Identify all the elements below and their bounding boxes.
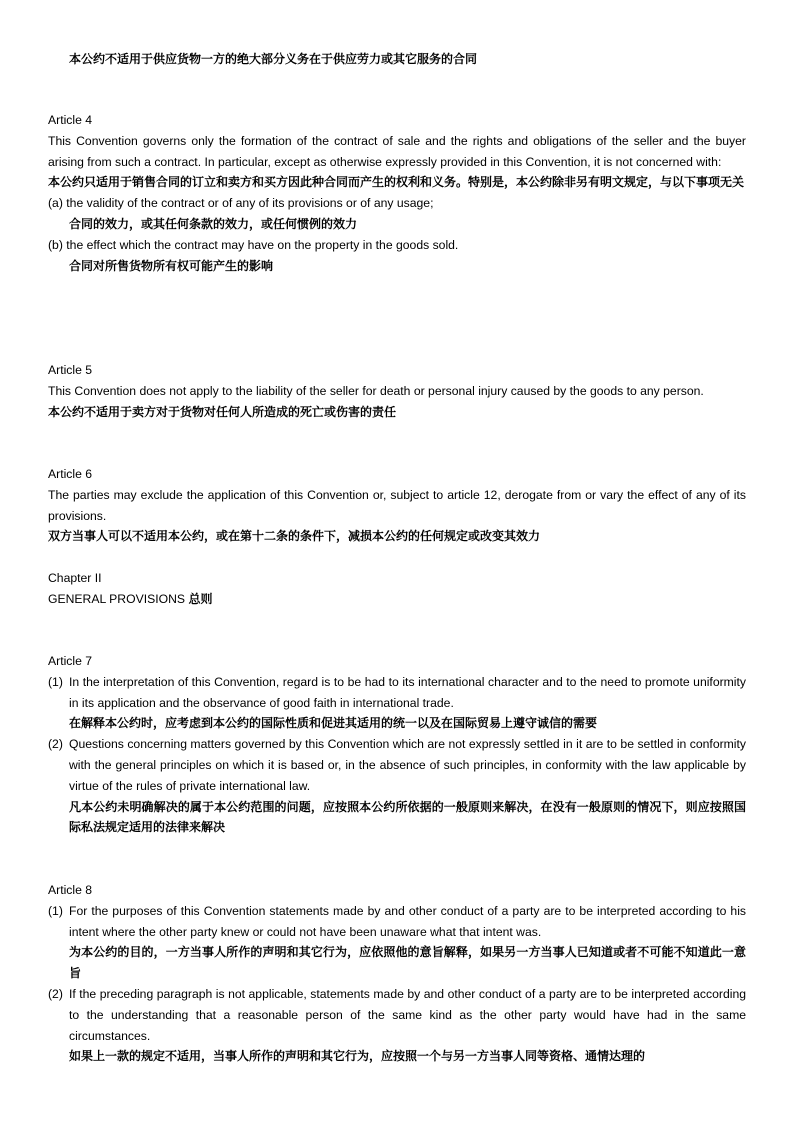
article-7-item-1-en: In the interpretation of this Convention, regard is to be had to its international character and to the need to promote uniformity in its application and the observance of good faith in international trade. <box>69 674 746 710</box>
article-6-heading: Article 6 <box>48 467 93 481</box>
article-4-heading: Article 4 <box>48 113 93 127</box>
chapter-2-title-zh: 总则 <box>188 591 213 606</box>
lead-line-zh: 本公约不适用于供应货物一方的绝大部分义务在于供应劳力或其它服务的合同 <box>69 52 478 66</box>
article-5 <box>48 360 746 422</box>
article-8-item-2-zh: 如果上一款的规定不适用，当事人所作的声明和其它行为，应按照一个与另一方当事人同等资格、通情达理的 <box>69 1049 646 1064</box>
article-7-item-2-zh: 凡本公约未明确解决的属于本公约范围的问题，应按照本公约所依据的一般原则来解决，在没有一般原则的情况下，则应按照国际私法规定适用的法律来解决 <box>69 799 746 835</box>
article-6 <box>48 464 746 547</box>
article-7-item-1-zh: 在解释本公约时，应考虑到本公约的国际性质和促进其适用的统一以及在国际贸易上遵守诚信的需要 <box>69 716 598 731</box>
article-4-item-a-zh: 合同的效力，或其任何条款的效力，或任何惯例的效力 <box>69 216 358 231</box>
article-8-item-2-mark: (2) <box>48 986 63 1001</box>
chapter-2 <box>48 568 746 610</box>
article-7-item-2-en: Questions concerning matters governed by this Convention which are not expressly settled in it are to be settled in conformity with the general principles on which it is based or, in the absence of such principles, in conformity with the law applicable by virtue of the rules of private international law. <box>69 737 746 793</box>
chapter-2-title-en: GENERAL PROVISIONS <box>48 591 186 606</box>
article-4-text-en: This Convention governs only the formation of the contract of sale and the rights and obligations of the seller and the buyer arising from such a contract. In particular, except as otherwise expressly provided in this Convention, it is not concerned with: <box>48 133 746 169</box>
chapter-2-title <box>48 589 746 610</box>
article-7-item-1-mark: (1) <box>48 674 63 689</box>
article-7 <box>48 651 746 838</box>
article-5-text-zh: 本公约不适用于卖方对于货物对任何人所造成的死亡或伤害的责任 <box>48 404 397 419</box>
article-7-heading: Article 7 <box>48 654 93 668</box>
article-5-text-en: This Convention does not apply to the liability of the seller for death or personal injury caused by the goods to any person. <box>48 383 704 398</box>
article-8-item-2-en: If the preceding paragraph is not applicable, statements made by and other conduct of a party are to be interpreted according to the understanding that a reasonable person of the same kind as the other party would have had in the same circumstances. <box>69 986 746 1043</box>
article-8-heading: Article 8 <box>48 883 93 897</box>
article-4-text-zh: 本公约只适用于销售合同的订立和卖方和买方因此种合同而产生的权利和义务。特别是，本公约除非另有明文规定，与以下事项无关 <box>48 175 745 190</box>
article-7-item-2 <box>48 734 746 838</box>
article-4-item-a-en: (a) the validity of the contract or of any of its provisions or of any usage; <box>48 196 434 211</box>
article-5-heading: Article 5 <box>48 363 93 377</box>
article-8 <box>48 880 746 1067</box>
article-4-item-b-en: (b) the effect which the contract may have on the property in the goods sold. <box>48 237 459 252</box>
article-8-item-2 <box>48 984 746 1067</box>
article-6-text-zh: 双方当事人可以不适用本公约，或在第十二条的条件下，减损本公约的任何规定或改变其效力 <box>48 529 541 544</box>
article-8-item-1-en: For the purposes of this Convention statements made by and other conduct of a party are to be interpreted according to his intent where the other party knew or could not have been unaware what that intent was. <box>69 903 746 939</box>
article-7-item-2-mark: (2) <box>48 737 63 752</box>
lead-paragraph <box>48 49 746 70</box>
article-6-text-en: The parties may exclude the application of this Convention or, subject to article 12, derogate from or vary the effect of any of its provisions. <box>48 487 746 523</box>
article-7-item-1 <box>48 672 746 734</box>
article-8-item-1 <box>48 901 746 984</box>
article-4-item-b-zh: 合同对所售货物所有权可能产生的影响 <box>69 258 274 273</box>
article-8-item-1-mark: (1) <box>48 903 63 918</box>
chapter-2-heading: Chapter II <box>48 571 102 585</box>
article-8-item-1-zh: 为本公约的目的，一方当事人所作的声明和其它行为，应依照他的意旨解释，如果另一方当事人已知道或者不可能不知道此一意旨 <box>69 945 746 981</box>
article-4 <box>48 110 746 276</box>
